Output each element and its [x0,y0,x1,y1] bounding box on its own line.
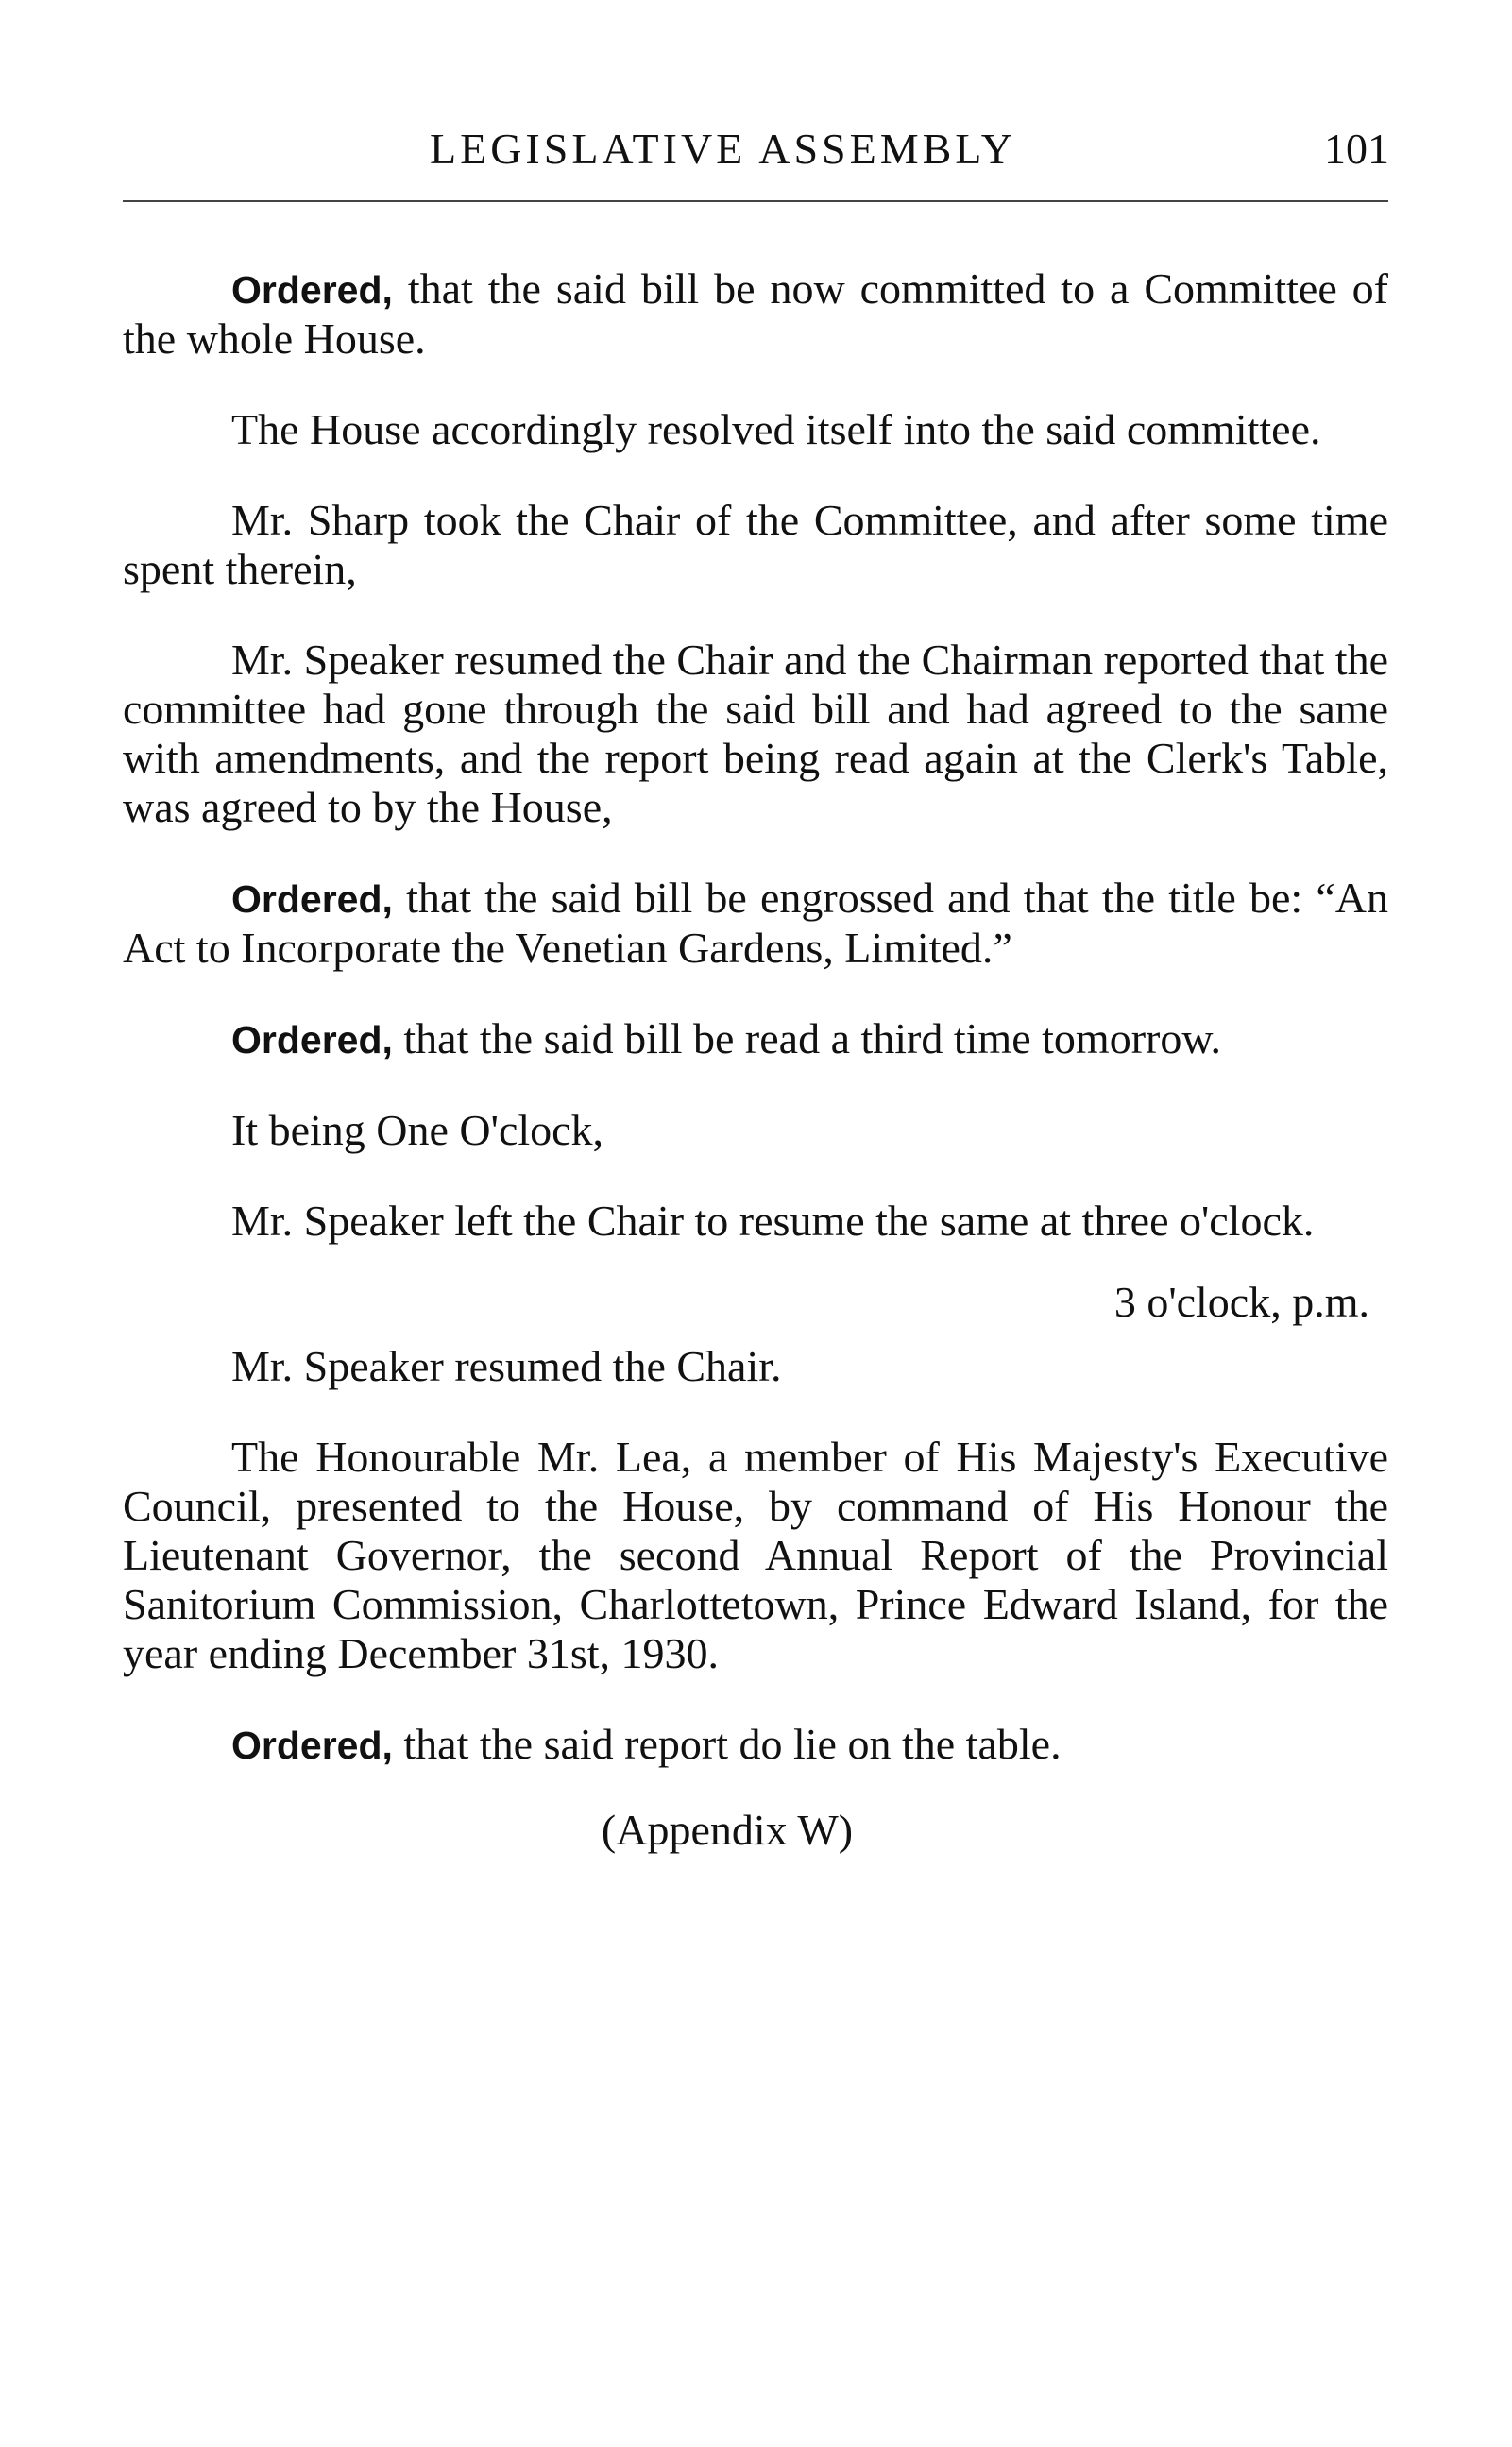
ordered-keyword: Ordered, [231,1018,393,1062]
paragraph-speaker-left: Mr. Speaker left the Chair to resume the same at three o'clock. [231,1197,1315,1245]
paragraph-one-oclock: It being One O'clock, [231,1106,604,1154]
paragraph-ordered-committed [123,264,1388,364]
body-text [123,264,1388,1855]
paragraph-text: that the said report do lie on the table. [392,1720,1062,1768]
running-head: LEGISLATIVE ASSEMBLY [430,125,1017,173]
paragraph-speaker-resumed: Mr. Speaker resumed the Chair and the Chairman reported that the committee had gone through the said bill and had agreed to the same with amendments, and the report being read again at the Clerk's Table, was agreed to by the House, [123,636,1388,831]
ordered-keyword: Ordered, [231,268,393,312]
ordered-keyword: Ordered, [231,1724,393,1767]
page-header [0,121,1512,178]
paragraph-sharp-chair: Mr. Sharp took the Chair of the Committee, and after some time spent therein, [123,496,1388,593]
paragraph-ordered-report [123,1720,1388,1770]
timestamp: 3 o'clock, p.m. [1113,1278,1369,1326]
paragraph-ordered-third-reading [123,1014,1388,1064]
appendix-reference: (Appendix W) [601,1806,854,1854]
paragraph-text: that the said bill be now committed to a Committee of the whole House. [123,264,1388,363]
paragraph-ordered-engrossed [123,874,1388,973]
header-rule [123,200,1388,202]
page-number: 101 [1324,125,1389,173]
paragraph-honourable-lea: The Honourable Mr. Lea, a member of His Majesty's Executive Council, presented to the House, by command of His Honour the Lieutenant Governor, the second Annual Report of the Provincial Sanitorium Commission, Charlottetown, Prince Edward Island, for the year ending December 31st, 1930. [123,1433,1388,1677]
ordered-keyword: Ordered, [231,877,393,921]
paragraph-house-resolved: The House accordingly resolved itself into the said committee. [231,405,1321,453]
paragraph-text: that the said bill be read a third time tomorrow. [392,1014,1222,1062]
paragraph-text: that the said bill be engrossed and that the title be: “An Act to Incorporate the Venetian Gardens, Limited.” [123,874,1388,972]
paragraph-speaker-resumed-chair: Mr. Speaker resumed the Chair. [231,1342,782,1390]
